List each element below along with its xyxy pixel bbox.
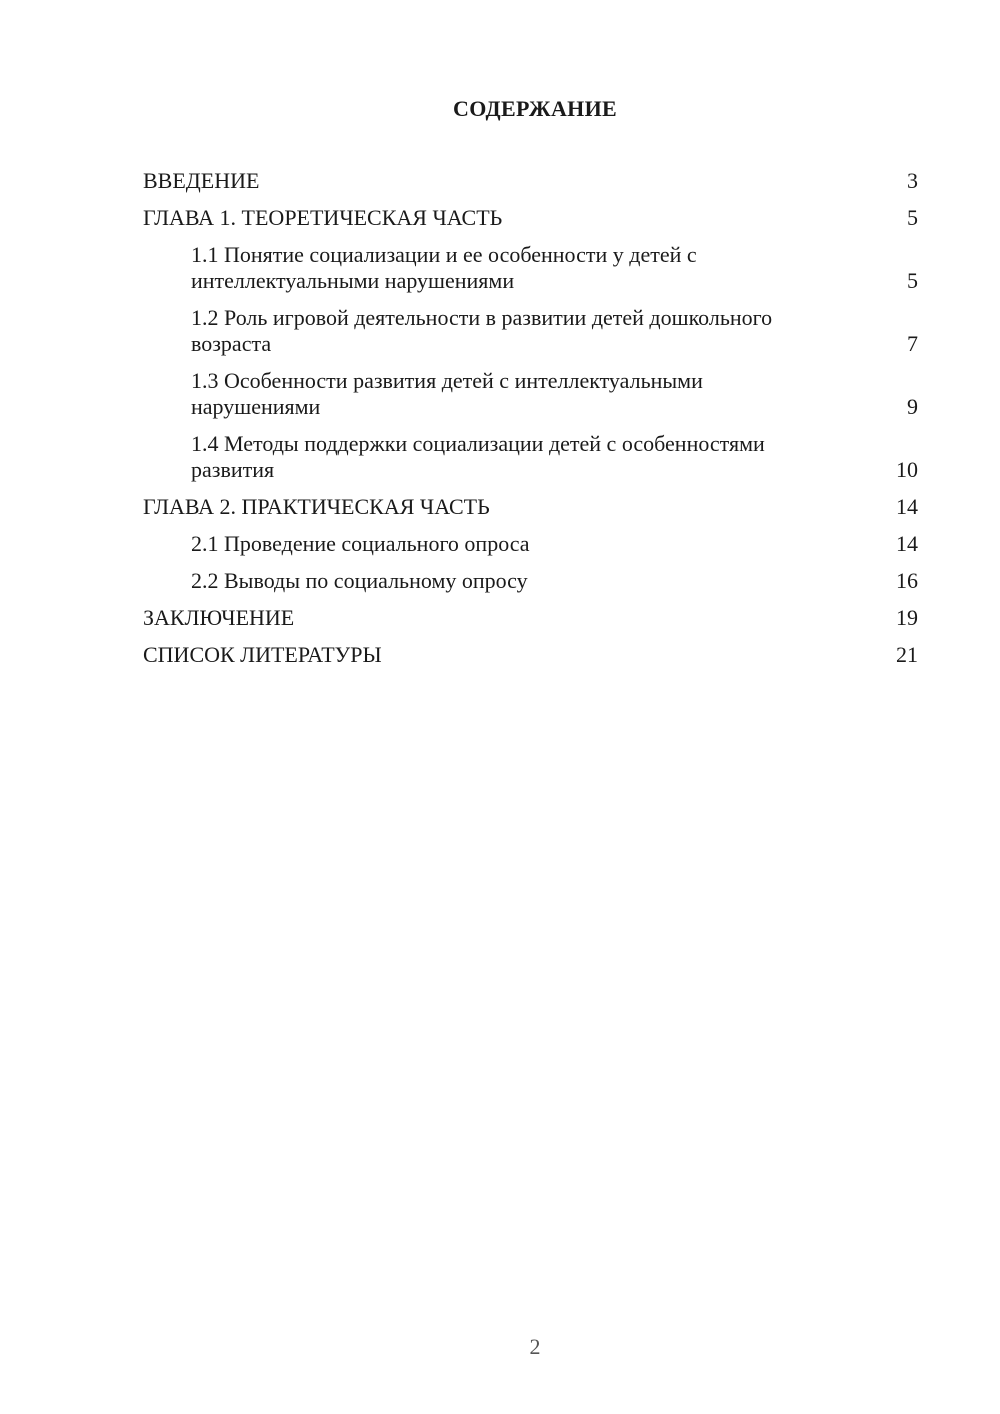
toc-entry-page: 5 [907,268,918,293]
toc-entry-page: 7 [907,331,918,356]
table-of-contents [143,168,918,679]
toc-entry-page: 3 [907,168,918,193]
toc-entry-text: ГЛАВА 1. ТЕОРЕТИЧЕСКАЯ ЧАСТЬ [143,205,503,230]
toc-entry-introduction[interactable] [143,168,918,194]
toc-entry-section-1-1[interactable] [143,242,918,294]
toc-entry-page: 21 [896,642,918,667]
page-number: 2 [529,1334,541,1359]
toc-entry-text: ВВЕДЕНИЕ [143,168,260,193]
toc-entry-section-2-1[interactable] [143,531,918,557]
toc-entry-section-1-2[interactable] [143,305,918,357]
toc-entry-page: 19 [896,605,918,630]
toc-entry-references[interactable] [143,642,918,668]
toc-entry-text: 2.2 Выводы по социальному опросу [191,568,528,593]
toc-entry-text: 2.1 Проведение социального опроса [191,531,530,556]
toc-title: СОДЕРЖАНИЕ [453,96,617,121]
toc-entry-section-1-3[interactable] [143,368,918,420]
toc-entry-text: 1.2 Роль игровой деятельности в развитии детей дошкольного возраста [191,305,773,356]
toc-entry-chapter-2[interactable] [143,494,918,520]
toc-entry-text: ЗАКЛЮЧЕНИЕ [143,605,295,630]
toc-entry-conclusion[interactable] [143,605,918,631]
toc-entry-page: 10 [896,457,918,482]
toc-entry-text: 1.1 Понятие социализации и ее особенности у детей с интеллектуальными нарушениями [191,242,697,293]
toc-entry-text: 1.3 Особенности развития детей с интеллектуальными нарушениями [191,368,703,419]
toc-entry-page: 5 [907,205,918,230]
toc-entry-page: 16 [896,568,918,593]
toc-entry-page: 14 [896,494,918,519]
toc-entry-section-2-2[interactable] [143,568,918,594]
toc-entry-section-1-4[interactable] [143,431,918,483]
toc-entry-page: 14 [896,531,918,556]
toc-entry-page: 9 [907,394,918,419]
toc-entry-chapter-1[interactable] [143,205,918,231]
toc-entry-text: ГЛАВА 2. ПРАКТИЧЕСКАЯ ЧАСТЬ [143,494,490,519]
toc-entry-text: 1.4 Методы поддержки социализации детей с особенностями развития [191,431,765,482]
toc-entry-text: СПИСОК ЛИТЕРАТУРЫ [143,642,382,667]
